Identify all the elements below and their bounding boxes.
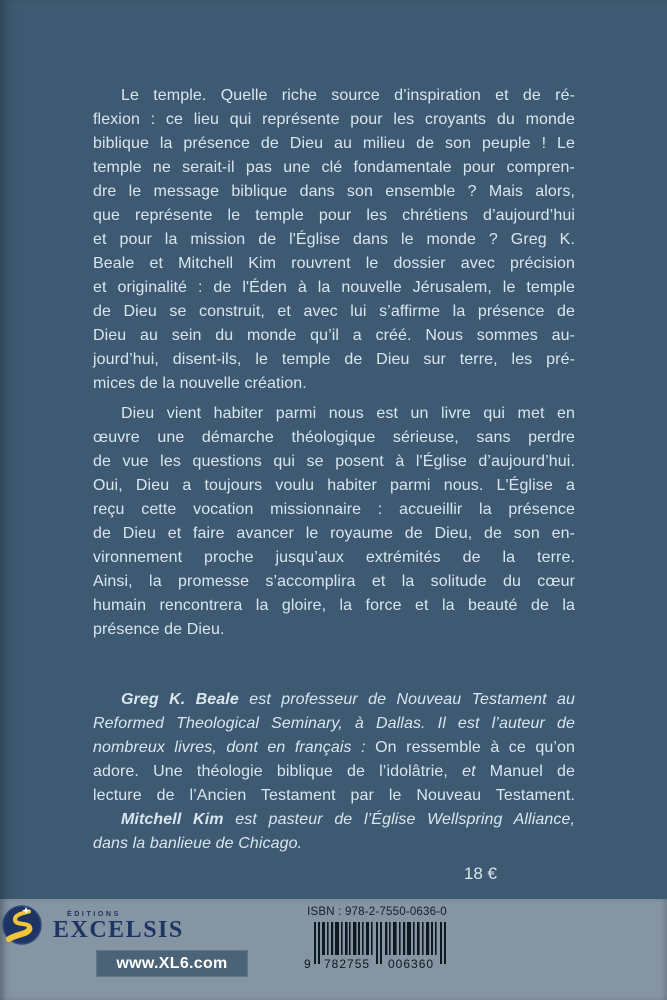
text-line: Le temple. Quelle riche source d’inspiration et de ré- [121, 87, 575, 104]
text-line: dre le message biblique dans son ensemble ? Mais alors, [93, 183, 575, 200]
text-line: reçu cette vocation missionnaire : accueillir la présence [93, 501, 575, 518]
barcode [302, 922, 454, 972]
text-line [93, 736, 575, 760]
excelsis-logo-icon [2, 905, 42, 945]
barcode-digits-mid: 782755 [324, 957, 371, 971]
text-line: temple ne serait-il pas une clé fondamentale pour compren- [93, 159, 575, 176]
text-line: de Dieu et faire avancer le royaume de Dieu, de son en- [93, 525, 575, 542]
text-segment: On ressemble à ce qu’on [375, 739, 575, 756]
text-line: Dieu vient habiter parmi nous est un livre qui met en [121, 405, 575, 422]
text-segment: Greg K. Beale [121, 691, 239, 708]
text-line [93, 760, 575, 784]
text-segment: Manuel de [475, 763, 575, 780]
text-line: que représente le temple pour les chrétiens d’aujourd’hui [93, 207, 575, 224]
price [93, 862, 575, 886]
text-segment: lecture de l’Ancien Testament par le Nouveau Testament. [93, 787, 575, 804]
text-segment: adore. Une théologie biblique de l’idolâtrie, [93, 763, 463, 780]
text-line: vironnement proche jusqu’aux extrémités de la terre. [93, 549, 575, 566]
text-segment: est professeur de Nouveau Testament au [238, 691, 575, 708]
text-line: flexion : ce lieu qui représente pour les croyants du monde [93, 111, 575, 128]
publisher-logo [2, 905, 184, 945]
text-line: de Dieu se construit, et avec lui s’affirme la présence de [93, 303, 575, 320]
text-segment: dans la banlieue de Chicago. [93, 835, 303, 852]
text-line [93, 712, 575, 736]
synopsis-paragraph-2 [93, 402, 575, 642]
barcode-digit-left: 9 [304, 957, 312, 971]
website-url: www.XL6.com [116, 954, 228, 972]
text-line: de vue les questions qui se posent à l'Église d’aujourd’hui. [93, 453, 575, 470]
text-segment: et [462, 763, 476, 780]
text-line [93, 784, 575, 808]
text-line [93, 688, 575, 712]
text-line: œuvre une démarche théologique sérieuse, sans perdre [93, 429, 575, 446]
price-value: 18 € [463, 864, 497, 883]
publisher-name: EXCELSIS [53, 917, 184, 943]
text-line: biblique la présence de Dieu au milieu de son peuple ! Le [93, 135, 575, 152]
text-line: présence de Dieu. [93, 621, 225, 638]
synopsis-paragraph-1 [93, 84, 575, 396]
editions-label: ÉDITIONS [67, 911, 121, 918]
publisher-wordmark [53, 905, 184, 941]
text-line: Ainsi, la promesse s’accomplira et la solitude du cœur [93, 573, 575, 590]
text-line: Oui, Dieu a toujours voulu habiter parmi nous. L'Église a [93, 477, 575, 494]
author-bio-kim [93, 808, 575, 856]
text-line [93, 808, 575, 832]
text-segment: nombreux livres, dont en français : [93, 739, 376, 756]
text-line: humain rencontrera la gloire, la force et la beauté de la [93, 597, 575, 614]
bottom-band [0, 899, 667, 1000]
text-line: Dieu au sein du monde qu’il a créé. Nous sommes au- [93, 327, 575, 344]
text-line [93, 832, 575, 856]
text-segment: Mitchell Kim [121, 811, 224, 828]
text-line: mices de la nouvelle création. [93, 375, 307, 392]
text-line: et originalité : de l'Éden à la nouvelle Jérusalem, le temple [93, 279, 575, 296]
text-line: Beale et Mitchell Kim rouvrent le dossier avec précision [93, 255, 575, 272]
isbn-label: ISBN : 978-2-7550-0636-0 [307, 906, 447, 918]
author-bio-beale [93, 688, 575, 808]
barcode-digits-right: 006360 [388, 957, 435, 971]
text-line: jourd’hui, disent-ils, le temple de Dieu sur terre, les pré- [93, 351, 575, 368]
text-segment: Reformed Theological Seminary, à Dallas. Il est l’auteur de [93, 715, 575, 732]
text-line: et pour la mission de l'Église dans le monde ? Greg K. [93, 231, 575, 248]
website-box [96, 950, 248, 977]
text-segment: est pasteur de l’Église Wellspring Alliance, [223, 811, 576, 828]
